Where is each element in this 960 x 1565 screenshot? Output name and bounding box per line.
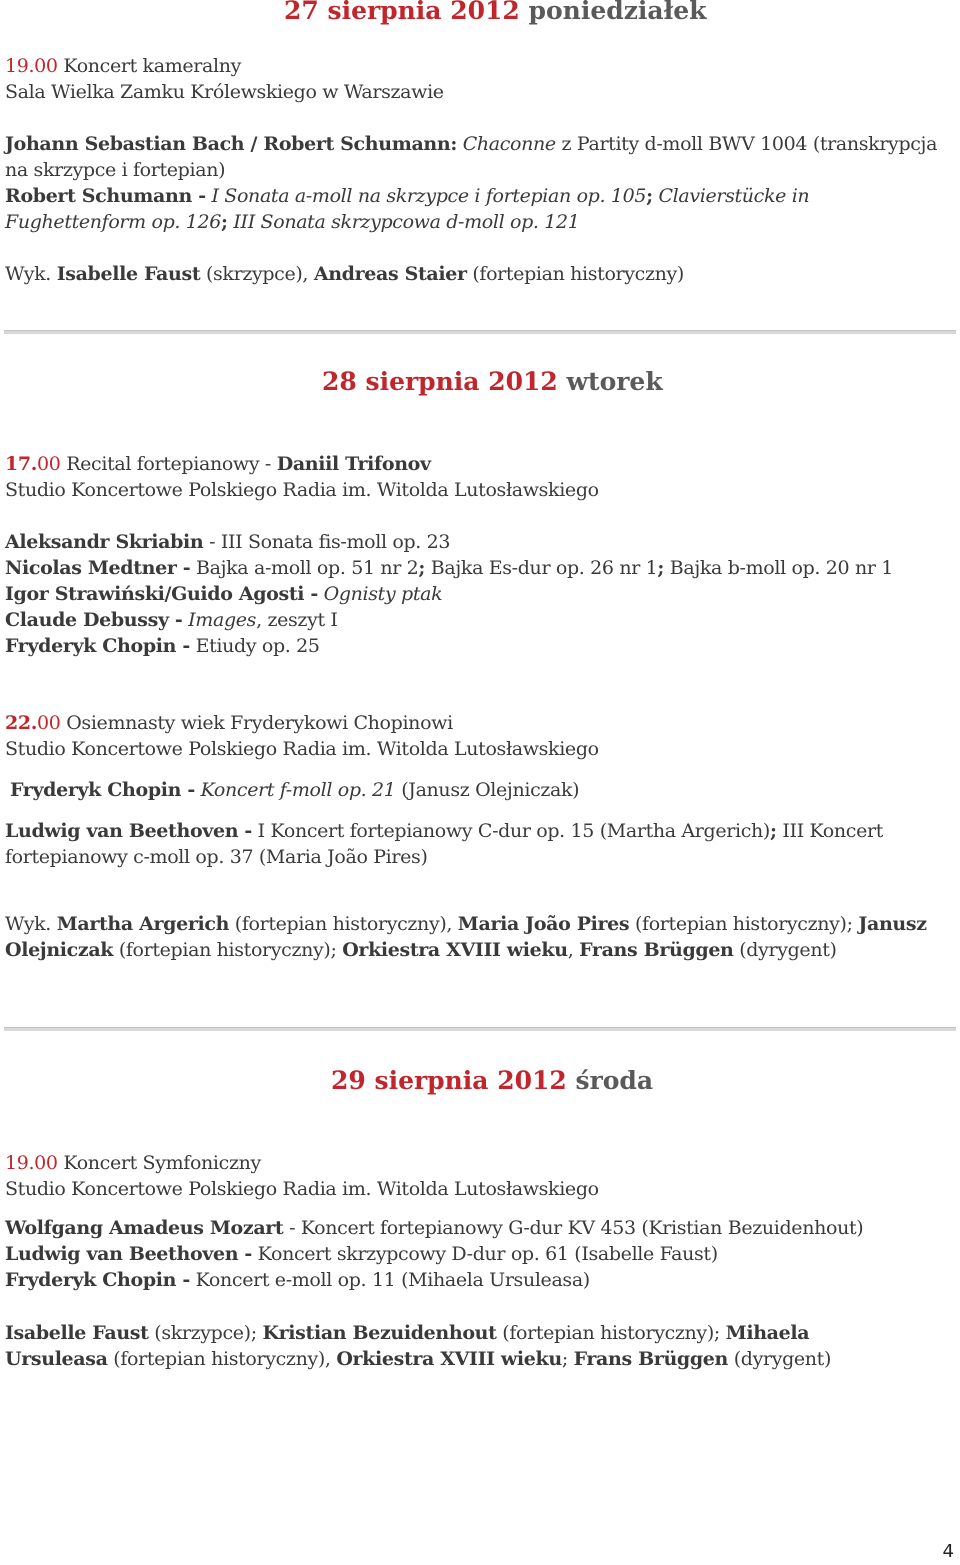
composer: Fryderyk Chopin - (5, 1269, 190, 1291)
program-line (10, 777, 579, 803)
performer-role: (fortepian historyczny), (113, 1348, 331, 1370)
work-title: Koncert skrzypcowy D-dur op. 61 (Isabelle Faust) (257, 1243, 718, 1265)
program-line-cont (5, 209, 580, 235)
program-line (5, 183, 809, 209)
day-date: 29 sierpnia 2012 (331, 1066, 567, 1095)
program-line (5, 1267, 590, 1293)
event-time (5, 1152, 58, 1174)
work-title: Bajka a-moll op. 51 nr 2 (196, 557, 419, 579)
program-line (5, 581, 442, 607)
performer-role: (fortepian historyczny); (118, 939, 337, 961)
event-title: Osiemnasty wiek Fryderykowi Chopinowi (66, 712, 453, 734)
separator: ; (646, 185, 653, 207)
performer-role: (dyrygent) (739, 939, 837, 961)
event-time-line (5, 710, 453, 736)
performer: Janusz (858, 913, 927, 935)
program-line (5, 607, 338, 633)
separator: ; (221, 211, 228, 233)
day-date: 27 sierpnia 2012 (284, 0, 520, 25)
program-line (5, 555, 893, 581)
work-detail: (Janusz Olejniczak) (401, 779, 580, 801)
performer-role: (fortepian historyczny), (234, 913, 453, 935)
performer: Frans Brüggen (573, 1348, 728, 1370)
event-venue: Studio Koncertowe Polskiego Radia im. Witolda Lutosławskiego (5, 1178, 599, 1200)
work-detail: z Partity d-moll BWV 1004 (transkrypcja (561, 133, 938, 155)
composer: Fryderyk Chopin - (5, 635, 190, 657)
work-title: Clavierstücke in (658, 185, 810, 207)
performer-role: (fortepian historyczny); (634, 913, 853, 935)
day-heading (322, 367, 663, 397)
event-title: Recital fortepianowy - (66, 453, 271, 475)
separator: ; (561, 1348, 568, 1370)
event-time-line (5, 451, 431, 477)
event-time-line (5, 53, 241, 79)
event-time-line (5, 1150, 261, 1176)
program-line (5, 1215, 863, 1241)
work-title: III Sonata skrzypcowa d-moll op. 121 (233, 211, 580, 233)
work-title: - III Sonata fis-moll op. 23 (209, 531, 451, 553)
work-title: Bajka Es-dur op. 26 nr 1 (430, 557, 658, 579)
composer: Ludwig van Beethoven - (5, 820, 252, 842)
program-line-cont: na skrzypce i fortepian) (5, 159, 226, 181)
time-minute: 00 (34, 1152, 58, 1174)
composer: Robert Schumann - (5, 185, 206, 207)
work-title: I Sonata a-moll na skrzypce i fortepian op. 105 (211, 185, 647, 207)
time-hour: 19. (5, 1152, 35, 1174)
event-time (5, 55, 58, 77)
event-time (5, 712, 61, 734)
program-line (5, 131, 937, 157)
work-title: Images (188, 609, 257, 631)
event-title: Koncert Symfoniczny (63, 1152, 261, 1174)
performer: Isabelle Faust (56, 263, 201, 285)
performer: Andreas Staier (313, 263, 467, 285)
section-divider (4, 330, 956, 334)
work-title: - Koncert fortepianowy G-dur KV 453 (Kristian Bezuidenhout) (289, 1217, 864, 1239)
day-date: 28 sierpnia 2012 (322, 367, 558, 396)
time-hour: 19. (5, 55, 35, 77)
composer: Nicolas Medtner - (5, 557, 191, 579)
time-hour: 17. (5, 453, 38, 475)
performers-prefix: Wyk. (5, 263, 51, 285)
performers-line (5, 911, 927, 937)
performer-role: (fortepian historyczny) (472, 263, 684, 285)
composer: Johann Sebastian Bach / Robert Schumann: (5, 133, 458, 155)
performer-role: (fortepian historyczny); (502, 1322, 720, 1344)
event-venue: Studio Koncertowe Polskiego Radia im. Witolda Lutosławskiego (5, 479, 599, 501)
work-title: I Koncert fortepianowy C-dur op. 15 (Martha Argerich) (257, 820, 770, 842)
separator: ; (657, 557, 665, 579)
event-venue: Sala Wielka Zamku Królewskiego w Warszawie (5, 81, 444, 103)
separator: ; (769, 820, 777, 842)
performers-line (5, 1320, 809, 1346)
composer: Wolfgang Amadeus Mozart (5, 1217, 284, 1239)
performer: Mihaela (725, 1322, 810, 1344)
day-weekday: wtorek (566, 367, 663, 396)
performer: Orkiestra XVIII wieku (342, 939, 568, 961)
program-line (5, 1241, 718, 1267)
composer: Claude Debussy - (5, 609, 183, 631)
separator: ; (418, 557, 426, 579)
performer-role: (skrzypce), (205, 263, 309, 285)
program-line-cont: fortepianowy c-moll op. 37 (Maria João Pires) (5, 846, 428, 868)
work-title: Ognisty ptak (323, 583, 443, 605)
performer-role: (skrzypce); (154, 1322, 257, 1344)
performer: Maria João Pires (457, 913, 630, 935)
performer: Olejniczak (5, 939, 114, 961)
event-title: Koncert kameralny (63, 55, 241, 77)
work-title: Fughettenform op. 126 (5, 211, 222, 233)
performer: Ursuleasa (5, 1348, 108, 1370)
performers-line (5, 261, 684, 287)
time-minute: 00 (34, 55, 58, 77)
composer: Aleksandr Skriabin (5, 531, 204, 553)
performer: Frans Brüggen (579, 939, 734, 961)
performers-line-cont (5, 937, 837, 963)
performer-role: (dyrygent) (733, 1348, 832, 1370)
performer: Isabelle Faust (5, 1322, 149, 1344)
program-line (5, 818, 883, 844)
performer: Martha Argerich (56, 913, 230, 935)
event-artist: Daniil Trifonov (276, 453, 431, 475)
day-heading (284, 0, 706, 26)
program-line (5, 529, 450, 555)
composer: Igor Strawiński/Guido Agosti - (5, 583, 318, 605)
section-divider (4, 1027, 956, 1031)
performers-prefix: Wyk. (5, 913, 51, 935)
event-venue: Studio Koncertowe Polskiego Radia im. Witolda Lutosławskiego (5, 738, 599, 760)
work-title: Bajka b-moll op. 20 nr 1 (669, 557, 893, 579)
day-weekday: środa (575, 1066, 654, 1095)
separator: , (567, 939, 574, 961)
work-title: III Koncert (782, 820, 883, 842)
performer: Orkiestra XVIII wieku (336, 1348, 562, 1370)
time-minute: 00 (37, 712, 61, 734)
day-weekday: poniedziałek (528, 0, 707, 25)
page-number: 4 (942, 1541, 954, 1562)
day-heading (331, 1066, 653, 1096)
composer: Fryderyk Chopin - (10, 779, 195, 801)
performers-line-cont (5, 1346, 831, 1372)
program-line (5, 633, 320, 659)
work-detail: , zeszyt I (256, 609, 338, 631)
work-title: Etiudy op. 25 (195, 635, 320, 657)
performer: Kristian Bezuidenhout (262, 1322, 497, 1344)
work-title: Koncert f-moll op. 21 (200, 779, 396, 801)
work-title: Koncert e-moll op. 11 (Mihaela Ursuleasa) (195, 1269, 590, 1291)
time-hour: 22. (5, 712, 38, 734)
event-time (5, 453, 61, 475)
composer: Ludwig van Beethoven - (5, 1243, 252, 1265)
time-minute: 00 (37, 453, 61, 475)
work-title: Chaconne (462, 133, 556, 155)
